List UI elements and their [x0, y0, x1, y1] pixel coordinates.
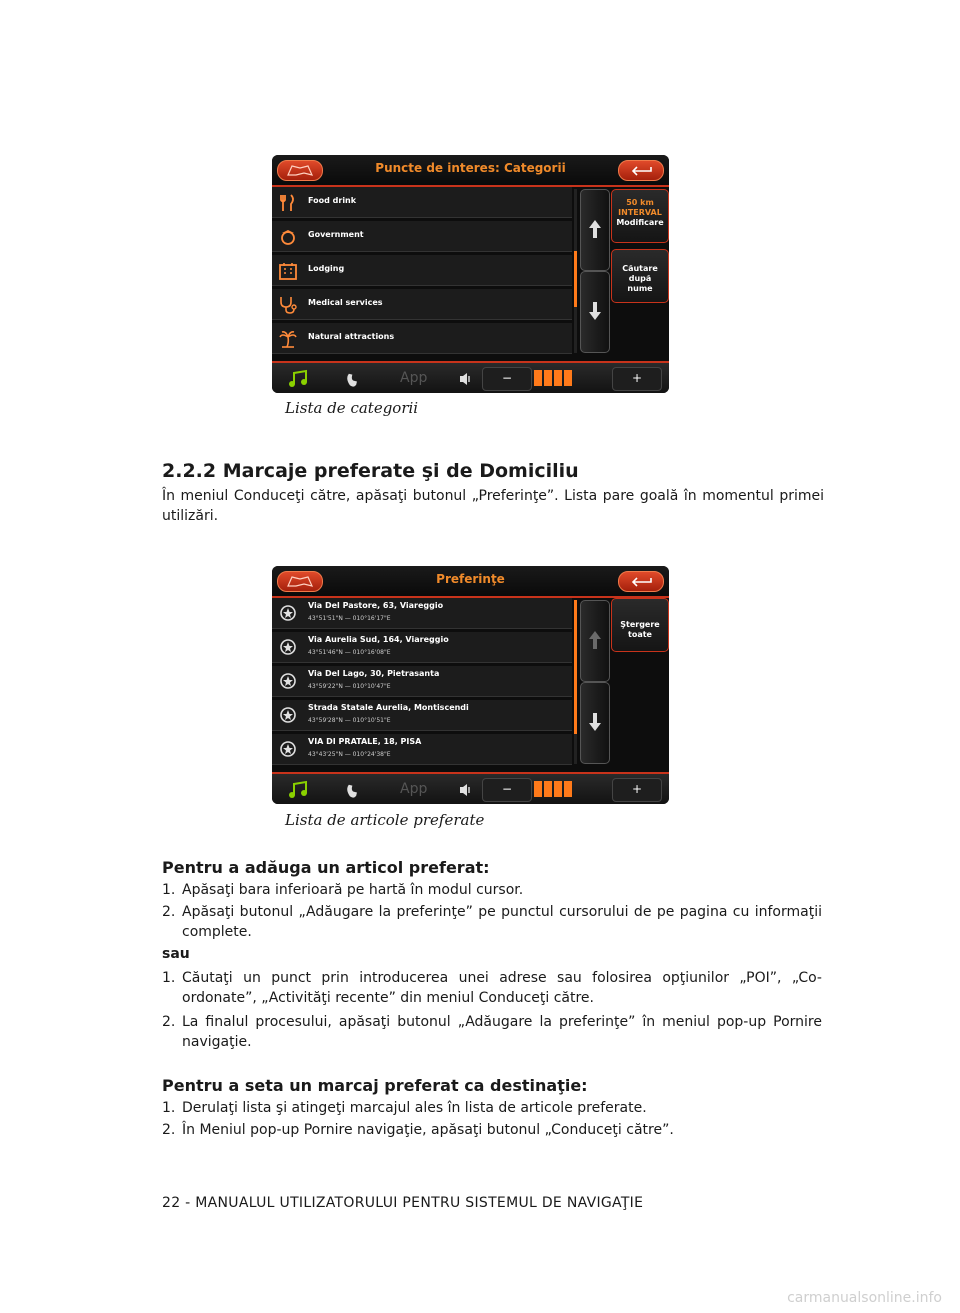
volume-level — [534, 370, 580, 386]
figure-caption: Lista de categorii — [285, 399, 419, 417]
step-text: Căutaţi un punct prin introducerea unei adrese sau folosirea opţiunilor „POI”, „Co-ordonate”, „Activităţi recente” din meniul Conduceţi către. — [182, 970, 822, 1006]
bottom-bar — [272, 772, 669, 804]
person-icon — [278, 227, 298, 247]
step-number: 1. — [162, 970, 176, 986]
list-item — [162, 902, 824, 942]
search-label-2: nume — [627, 284, 653, 293]
favorite-coordinates: 43°59'28"N — 010°10'51"E — [308, 717, 391, 724]
intro-paragraph: În meniul Conduceţi către, apăsaţi butonul „Preferinţe”. Lista pare goală în momentul primei utilizări. — [162, 488, 824, 524]
list-item[interactable] — [272, 598, 572, 629]
volume-up-button[interactable]: + — [612, 367, 662, 391]
speaker-icon — [458, 782, 474, 798]
page-footer: 22 - MANUALUL UTILIZATORULUI PENTRU SISTEMUL DE NAVIGAŢIE — [162, 1195, 644, 1211]
step-number: 2. — [162, 1014, 176, 1030]
modify-label: Modificare — [616, 218, 664, 227]
step-text: Derulaţi lista şi atingeţi marcajul ales în lista de articole preferate. — [182, 1100, 647, 1116]
app-button[interactable]: App — [400, 781, 428, 797]
favorite-coordinates: 43°51'46"N — 010°16'08"E — [308, 649, 391, 656]
scroll-down-button[interactable] — [580, 682, 610, 764]
back-arrow-icon — [619, 572, 663, 591]
speaker-icon — [458, 371, 474, 387]
favorite-coordinates: 43°51'51"N — 010°16'17"E — [308, 615, 391, 622]
arrow-down-icon — [587, 711, 603, 733]
list-item[interactable] — [272, 289, 572, 320]
step-text: Apăsaţi butonul „Adăugare la preferinţe” pe punctul cursorului de pe pagina cu informaţii complete. — [182, 904, 822, 940]
step-number: 2. — [162, 904, 176, 920]
stethoscope-icon — [278, 295, 298, 315]
list-item[interactable] — [272, 700, 572, 731]
step-text: La finalul procesului, apăsaţi butonul „Adăugare la preferinţe” în meniul pop-up Pornire navigaţie. — [182, 1014, 822, 1050]
palm-tree-icon — [278, 329, 298, 349]
favorite-coordinates: 43°59'22"N — 010°10'47"E — [308, 683, 391, 690]
list-item — [162, 1012, 824, 1052]
favorite-name: Via Aurelia Sud, 164, Viareggio — [308, 635, 449, 644]
app-button[interactable]: App — [400, 370, 428, 386]
phone-icon[interactable] — [344, 369, 366, 389]
list-item-label: Natural attractions — [308, 332, 395, 341]
list-item[interactable] — [272, 221, 572, 252]
favorites-screenshot — [272, 566, 669, 804]
arrow-down-icon — [587, 300, 603, 322]
list-item[interactable] — [272, 323, 572, 354]
list-item-label: Food drink — [308, 196, 357, 205]
bottom-bar — [272, 361, 669, 393]
building-icon — [278, 261, 298, 281]
interval-button[interactable] — [611, 189, 669, 243]
scroll-up-button[interactable] — [580, 600, 610, 682]
screen-title: Preferinţe — [436, 572, 505, 586]
favorite-name: Via Del Pastore, 63, Viareggio — [308, 601, 444, 610]
list-item-label: Government — [308, 230, 364, 239]
top-bar — [272, 566, 669, 598]
favorite-name: Strada Statale Aurelia, Montiscendi — [308, 703, 469, 712]
screen-title: Puncte de interes: Categorii — [375, 161, 566, 175]
step-text: În Meniul pop-up Pornire navigaţie, apăsaţi butonul „Conduceţi către”. — [182, 1122, 674, 1138]
list-item — [162, 880, 824, 900]
watermark: carmanualsonline.info — [787, 1290, 942, 1306]
add-favorite-heading: Pentru a adăuga un articol preferat: — [162, 858, 490, 877]
star-pin-icon — [278, 706, 298, 726]
delete-all-button[interactable] — [611, 598, 669, 652]
top-bar — [272, 155, 669, 187]
list-item — [162, 1098, 824, 1118]
scroll-thumb[interactable] — [574, 600, 577, 734]
category-list — [272, 187, 572, 357]
back-arrow-icon — [619, 161, 663, 180]
volume-level — [534, 781, 580, 797]
list-item[interactable] — [272, 666, 572, 697]
back-button[interactable] — [618, 160, 664, 181]
list-item[interactable] — [272, 255, 572, 286]
or-label: sau — [162, 946, 190, 962]
volume-down-button[interactable]: − — [482, 367, 532, 391]
section-heading: 2.2.2 Marcaje preferate şi de Domiciliu — [162, 460, 579, 482]
list-item[interactable] — [272, 734, 572, 765]
list-item-label: Medical services — [308, 298, 383, 307]
step-number: 1. — [162, 882, 176, 898]
favorites-list — [272, 598, 572, 768]
back-button[interactable] — [618, 571, 664, 592]
star-pin-icon — [278, 740, 298, 760]
scroll-thumb[interactable] — [574, 251, 577, 307]
step-number: 2. — [162, 1122, 176, 1138]
list-item — [162, 1120, 824, 1140]
list-item-label: Lodging — [308, 264, 345, 273]
volume-down-button[interactable]: − — [482, 778, 532, 802]
phone-icon[interactable] — [344, 780, 366, 800]
scroll-down-button[interactable] — [580, 271, 610, 353]
favorite-name: VIA DI PRATALE, 18, PISA — [308, 737, 422, 746]
star-pin-icon — [278, 638, 298, 658]
delete-all-label: Ştergere toate — [620, 620, 660, 639]
poi-categories-screenshot — [272, 155, 669, 393]
star-pin-icon — [278, 604, 298, 624]
list-item[interactable] — [272, 187, 572, 218]
step-number: 1. — [162, 1100, 176, 1116]
set-destination-heading: Pentru a seta un marcaj preferat ca destinaţie: — [162, 1076, 588, 1095]
step-text: Apăsaţi bara inferioară pe hartă în modul cursor. — [182, 882, 524, 898]
music-note-icon[interactable] — [288, 780, 310, 800]
favorite-name: Via Del Lago, 30, Pietrasanta — [308, 669, 440, 678]
interval-label: INTERVAL — [618, 208, 662, 217]
star-pin-icon — [278, 672, 298, 692]
volume-up-button[interactable]: + — [612, 778, 662, 802]
search-by-name-button[interactable] — [611, 249, 669, 303]
list-item — [162, 968, 824, 1008]
arrow-up-icon — [587, 629, 603, 651]
favorite-coordinates: 43°43'25"N — 010°24'38"E — [308, 751, 391, 758]
list-item[interactable] — [272, 632, 572, 663]
fork-knife-icon — [278, 193, 298, 213]
interval-value: 50 km — [626, 198, 654, 207]
figure-caption: Lista de articole preferate — [285, 811, 485, 829]
music-note-icon[interactable] — [288, 369, 310, 389]
arrow-up-icon — [587, 218, 603, 240]
search-label-1: Căutare după — [622, 264, 658, 283]
scroll-up-button[interactable] — [580, 189, 610, 271]
